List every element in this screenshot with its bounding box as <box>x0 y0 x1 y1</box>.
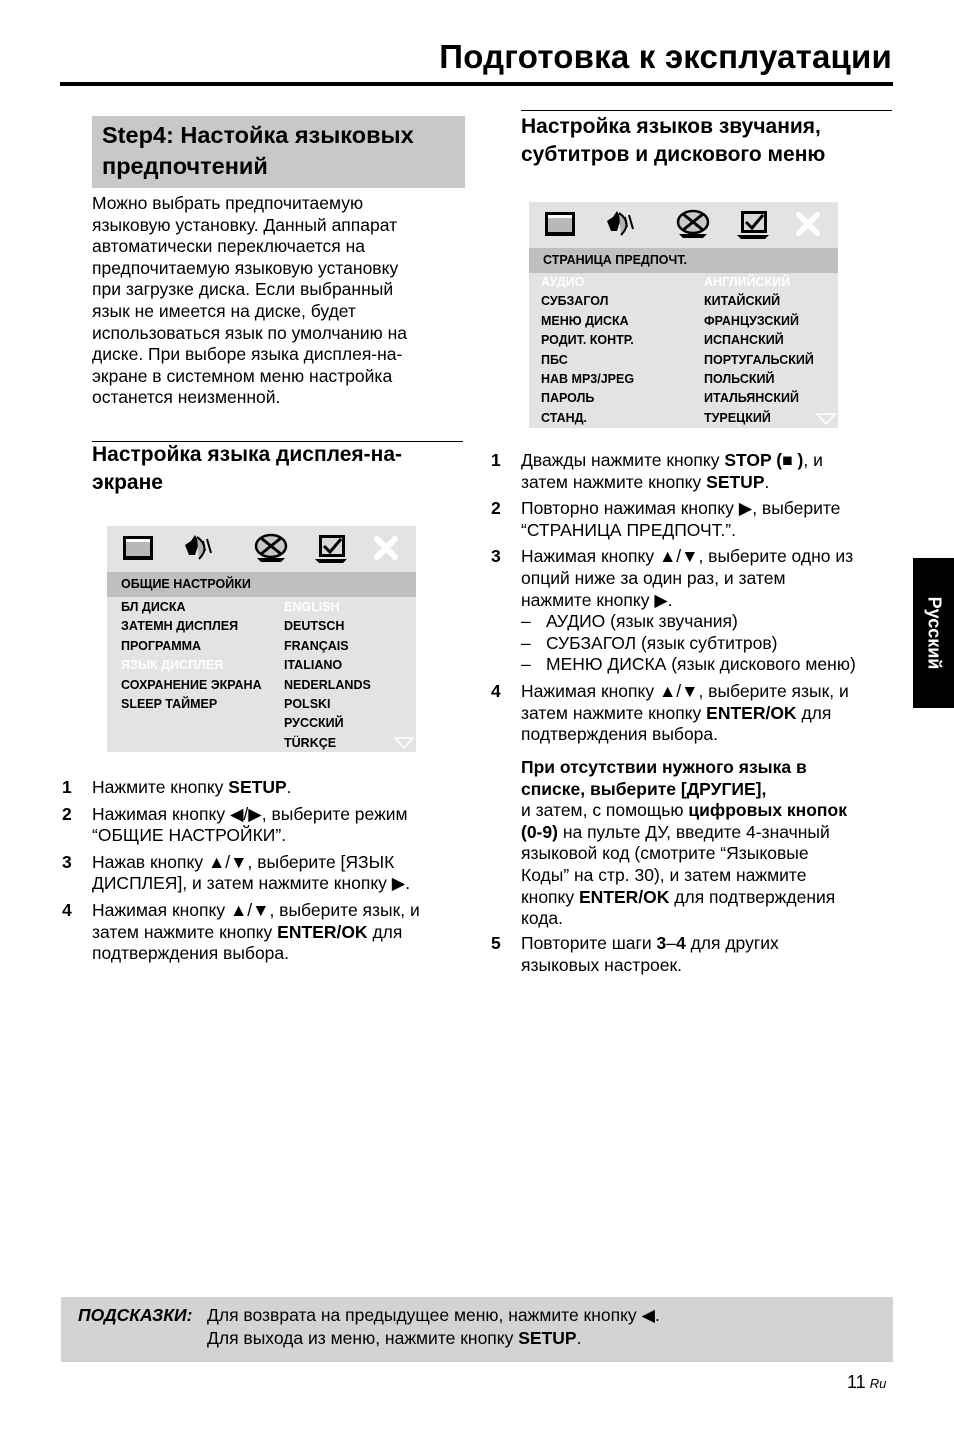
step-number: 4 <box>491 680 501 701</box>
step-text: – <box>666 933 676 953</box>
menu-item-default[interactable]: СТАНД. <box>541 410 587 425</box>
step4-heading-box <box>92 116 465 188</box>
step-item <box>62 804 464 847</box>
side-tab-label: Русский <box>924 596 944 670</box>
note-text: для подтверждения <box>669 886 836 907</box>
audio-steps <box>491 450 893 751</box>
intro-line: экране в системном меню настройка <box>92 365 393 386</box>
intro-line: диске. При выборе языка дисплея-на- <box>92 344 403 365</box>
step-text: 4 <box>675 933 686 953</box>
language-options <box>284 598 371 753</box>
step-number: 3 <box>62 851 72 872</box>
step-text: Нажмите кнопку <box>92 777 229 797</box>
menu-item-pbc[interactable]: ПБС <box>541 352 568 367</box>
language-options <box>704 273 814 428</box>
scroll-down-icon[interactable] <box>394 737 414 749</box>
language-option[interactable]: ПОРТУГАЛЬСКИЙ <box>704 352 814 367</box>
page-lang: Ru <box>869 1376 887 1391</box>
step-text: для <box>796 702 832 723</box>
step-number: 2 <box>62 803 72 824</box>
note-line: кода. <box>521 908 564 929</box>
step-text: нажмите кнопку ▶. <box>521 589 673 610</box>
page-title: Подготовка к эксплуатации <box>439 38 892 75</box>
menu-item-disc-lock[interactable]: БЛ ДИСКА <box>121 600 186 614</box>
audio-title-line1: Настройка языков звучания, <box>521 115 821 138</box>
step-text: Повторите шаги <box>521 933 657 953</box>
step-text <box>521 472 893 494</box>
menu-header: СТРАНИЦА ПРЕДПОЧТ. <box>529 248 838 273</box>
step-text: 3 <box>656 933 667 953</box>
step-text: Нажав кнопку ▲/▼, выберите [ЯЗЫК <box>92 851 395 872</box>
hint-text: . <box>576 1328 582 1348</box>
step-item <box>62 900 464 965</box>
step-text: Нажимая кнопку ▲/▼, выберите язык, и <box>92 899 420 920</box>
step-text <box>521 933 893 955</box>
video-setup-icon <box>253 532 289 564</box>
step-text: Нажимая кнопку ▲/▼, выберите одно из <box>521 546 854 567</box>
menu-item-parental[interactable]: РОДИТ. КОНТР. <box>541 333 634 348</box>
menu-item-audio[interactable]: АУДИО <box>541 275 585 289</box>
step-text: . <box>764 471 770 492</box>
preference-setup-icon <box>311 531 351 565</box>
intro-line: использоваться язык по умолчанию на <box>92 322 408 343</box>
menu-item-subtitle[interactable]: СУБЗАГОЛ <box>541 294 609 309</box>
note-bold: списке, выберите [ДРУГИЕ], <box>521 778 767 799</box>
note-text: ENTER/OK <box>579 886 670 907</box>
language-side-tab <box>913 558 954 708</box>
step-text: Дважды нажмите кнопку <box>521 450 725 470</box>
step-text: затем нажмите кнопку <box>521 471 707 492</box>
sub-text: АУДИО (язык звучания) <box>546 611 738 632</box>
step-number: 5 <box>491 933 501 953</box>
sub-item <box>521 633 893 655</box>
step4-title-line1: Step4: Настойка языковых <box>102 122 414 148</box>
language-option[interactable]: ITALIANO <box>284 658 343 673</box>
note-line <box>521 800 893 822</box>
step-number: 1 <box>491 450 501 470</box>
audio-title-line2: субтитров и дискового меню <box>521 143 826 166</box>
menu-item-mp3-jpeg-nav[interactable]: НАВ MP3/JPEG <box>541 371 635 386</box>
step-text: , и <box>803 450 823 470</box>
osd-section-title <box>92 441 464 497</box>
hints-label: ПОДСКАЗКИ: <box>78 1305 193 1325</box>
menu-item-disc-menu[interactable]: МЕНЮ ДИСКА <box>541 313 629 328</box>
sub-text: МЕНЮ ДИСКА (язык дискового меню) <box>546 654 856 675</box>
title-rule <box>60 82 893 86</box>
step-text: для других <box>685 933 779 953</box>
setup-key: SETUP <box>228 777 287 797</box>
step-item <box>491 546 893 676</box>
video-setup-icon <box>675 208 711 240</box>
menu-item-sleep-timer[interactable]: SLEEP ТАЙМЕР <box>121 696 218 711</box>
missing-language-note <box>521 757 893 930</box>
sub-item <box>521 654 893 676</box>
menu-options <box>541 273 634 428</box>
menu-item-display-dim[interactable]: ЗАТЕМН ДИСПЛЕЯ <box>121 619 239 634</box>
setup-key: SETUP <box>518 1328 577 1348</box>
note-text: цифровых кнопок <box>688 800 847 821</box>
language-option[interactable]: TÜRKÇE <box>284 735 337 750</box>
intro-line: Можно выбрать предпочитаемую <box>92 193 364 213</box>
step-item <box>491 450 893 493</box>
sub-text: СУБЗАГОЛ (язык субтитров) <box>546 632 778 653</box>
exit-icon[interactable] <box>373 535 399 561</box>
general-setup-icon <box>543 209 577 239</box>
intro-line: автоматически переключается на <box>92 236 366 257</box>
audio-setup-icon <box>181 531 221 563</box>
step-item <box>491 498 893 541</box>
menu-icon-bar <box>107 526 416 572</box>
general-setup-menu <box>107 526 416 752</box>
step-text: подтверждения выбора. <box>92 943 290 964</box>
language-option[interactable]: ФРАНЦУЗСКИЙ <box>704 313 800 328</box>
step-item <box>491 933 893 976</box>
setup-key: SETUP <box>706 471 765 492</box>
osd-title-line2: экране <box>92 471 163 494</box>
dash: – <box>521 611 531 632</box>
step-text: “СТРАНИЦА ПРЕДПОЧТ.”. <box>521 519 736 540</box>
step-number: 3 <box>491 546 501 567</box>
page-number <box>847 1372 886 1393</box>
hints-box <box>61 1297 893 1362</box>
step4-title-line2: предпочтений <box>102 153 268 179</box>
scroll-down-icon[interactable] <box>816 413 836 425</box>
note-line <box>521 887 893 909</box>
menu-item-screen-saver[interactable]: СОХРАНЕНИЕ ЭКРАНА <box>121 677 262 692</box>
exit-icon[interactable] <box>795 211 821 237</box>
step-text: подтверждения выбора. <box>521 724 719 745</box>
intro-line: при загрузке диска. Если выбранный <box>92 279 394 300</box>
step-text: . <box>286 777 292 797</box>
intro-line: останется неизменной. <box>92 387 281 408</box>
step-number: 4 <box>62 899 72 920</box>
language-option[interactable]: КИТАЙСКИЙ <box>704 294 781 309</box>
audio-setup-icon <box>603 207 643 239</box>
enter-key: ENTER/OK <box>706 702 797 723</box>
step-text: Нажимая кнопку ▲/▼, выберите язык, и <box>521 680 849 701</box>
language-option[interactable]: ПОЛЬСКИЙ <box>704 371 775 386</box>
language-option[interactable]: NEDERLANDS <box>284 677 371 692</box>
language-option[interactable]: ENGLISH <box>284 600 340 614</box>
language-option[interactable]: FRANÇAIS <box>284 638 349 653</box>
note-text: на пульте ДУ, введите 4-значный <box>557 821 830 842</box>
audio-step5 <box>491 933 893 981</box>
intro-line: предпочитаемую языковую установку <box>92 257 399 278</box>
step-text: опций ниже за один раз, и затем <box>521 567 786 588</box>
step-item <box>491 681 893 746</box>
menu-item-password[interactable]: ПАРОЛЬ <box>541 391 595 406</box>
audio-section-title <box>521 113 893 169</box>
note-text: и затем, с помощью <box>521 800 689 821</box>
menu-header: ОБЩИЕ НАСТРОЙКИ <box>107 572 416 597</box>
note-text: кнопку <box>521 886 579 907</box>
step-item <box>62 852 464 895</box>
dash: – <box>521 654 531 675</box>
step-text: затем нажмите кнопку <box>92 921 278 942</box>
note-text: (0-9) <box>521 821 558 842</box>
intro-line: языковую установку. Данный аппарат <box>92 214 398 235</box>
section-rule <box>521 110 892 111</box>
dash: – <box>521 632 531 653</box>
hint-text: Для выхода из меню, нажмите кнопку <box>207 1328 519 1348</box>
step-text <box>521 703 893 725</box>
general-setup-icon <box>121 533 155 563</box>
step-number: 2 <box>491 498 501 519</box>
note-line <box>521 822 893 844</box>
preference-menu <box>529 202 838 428</box>
step-text: ДИСПЛЕЯ], и затем нажмите кнопку ▶. <box>92 873 411 894</box>
step-item <box>62 777 464 799</box>
note-line: Коды” на стр. 30), и затем нажмите <box>521 864 807 885</box>
step-text: Повторно нажимая кнопку ▶, выберите <box>521 498 841 519</box>
hint-line <box>207 1328 581 1349</box>
step-text: “ОБЩИЕ НАСТРОЙКИ”. <box>92 825 287 846</box>
menu-options <box>121 598 262 714</box>
osd-title-line1: Настройка языка дисплея-на- <box>92 443 402 466</box>
step4-intro <box>92 193 464 409</box>
step-text <box>521 450 893 472</box>
step-text: затем нажмите кнопку <box>521 702 707 723</box>
osd-steps <box>62 777 464 970</box>
menu-item-osd-language[interactable]: ЯЗЫК ДИСПЛЕЯ <box>121 658 224 673</box>
language-option[interactable]: ТУРЕЦКИЙ <box>704 410 771 425</box>
enter-key: ENTER/OK <box>277 921 368 942</box>
step-text: для <box>367 921 403 942</box>
language-option[interactable]: ИСПАНСКИЙ <box>704 333 784 348</box>
step-text: Нажимая кнопку ◀/▶, выберите режим <box>92 803 408 824</box>
hint-line: Для возврата на предыдущее меню, нажмите кнопку ◀. <box>207 1305 660 1325</box>
preference-setup-icon <box>733 207 773 241</box>
menu-item-program[interactable]: ПРОГРАММА <box>121 638 202 653</box>
language-option[interactable]: АНГЛИЙСКИЙ <box>704 275 791 289</box>
language-option[interactable]: РУССКИЙ <box>284 716 344 731</box>
note-bold: При отсутствии нужного языка в <box>521 757 807 777</box>
language-option[interactable]: ИТАЛЬЯНСКИЙ <box>704 391 799 406</box>
intro-line: язык не имеется на диске, будет <box>92 300 356 321</box>
menu-icon-bar <box>529 202 838 248</box>
language-option[interactable]: POLSKI <box>284 696 331 711</box>
step-text <box>92 922 464 944</box>
page-number-value: 11 <box>847 1372 866 1392</box>
language-option[interactable]: DEUTSCH <box>284 619 345 634</box>
sub-item <box>521 611 893 633</box>
step-number: 1 <box>62 777 72 797</box>
step-text: языковых настроек. <box>521 954 683 975</box>
note-line: языковой код (смотрите “Языковые <box>521 843 809 864</box>
stop-key: STOP (■ ) <box>724 450 804 470</box>
